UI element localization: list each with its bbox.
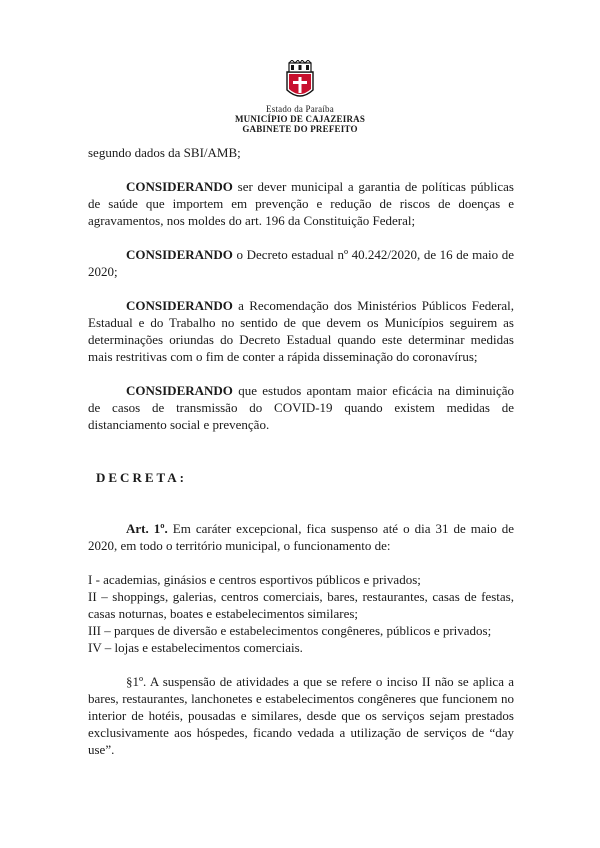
- considerando-label: CONSIDERANDO: [126, 179, 233, 194]
- considerando-paragraph-3: [88, 297, 514, 365]
- considerando-paragraph-1: [88, 178, 514, 229]
- considerando-paragraph-4: [88, 382, 514, 433]
- list-item: III – parques de diversão e estabelecimentos congêneres, públicos e privados;: [88, 623, 492, 638]
- list-item: I - academias, ginásios e centros esportivos públicos e privados;: [88, 572, 421, 587]
- article-label: Art. 1º.: [126, 521, 168, 536]
- document-body: [88, 144, 514, 758]
- considerando-text: ser dever municipal a garantia de políticas públicas de saúde que importem em prevenção e redução de riscos de doenças e agravamentos, nos moldes do art. 196 da Constituição Federal;: [88, 179, 514, 228]
- list-item: II – shoppings, galerias, centros comerciais, bares, restaurantes, casas de festas, casas noturnas, boates e estabelecimentos similares;: [88, 589, 514, 621]
- article-text: Em caráter excepcional, fica suspenso até o dia 31 de maio de 2020, em todo o território municipal, o funcionamento de:: [88, 521, 514, 553]
- considerando-text: que estudos apontam maior eficácia na diminuição de casos de transmissão do COVID-19 quando existem medidas de distanciamento social e prevenção.: [88, 383, 514, 432]
- considerando-label: CONSIDERANDO: [126, 383, 233, 398]
- letterhead: [0, 60, 600, 134]
- considerando-text: a Recomendação dos Ministérios Públicos Federal, Estadual e do Trabalho no sentido de que devem os Municípios seguirem as determinações oriundas do Decreto Estadual quando este determinar medidas mais restritivas com o fim de conter a rápida disseminação do coronavírus;: [88, 298, 514, 364]
- decreta-heading: DECRETA:: [96, 470, 187, 485]
- list-item: IV – lojas e estabelecimentos comerciais.: [88, 640, 303, 655]
- paragraph-1-clause: §1º. A suspensão de atividades a que se refere o inciso II não se aplica a bares, restaurantes, lanchonetes e estabelecimentos congêneres que funcionem no interior de hotéis, pousadas e similares, desde que os serviços sejam prestados exclusivamente aos hóspedes, ficando vedada a utilização de serviços de “day use”.: [88, 674, 514, 757]
- considerando-paragraph-2: [88, 246, 514, 280]
- article-items: [88, 571, 514, 656]
- header-state: Estado da Paraíba: [266, 104, 334, 114]
- considerando-label: CONSIDERANDO: [126, 247, 233, 262]
- header-municipality: MUNICÍPIO DE CAJAZEIRAS: [234, 114, 366, 124]
- paragraph-continuation: segundo dados da SBI/AMB;: [88, 145, 241, 160]
- considerando-text: o Decreto estadual nº 40.242/2020, de 16 de maio de 2020;: [88, 247, 514, 279]
- municipal-seal-icon: [283, 60, 317, 104]
- header-office: GABINETE DO PREFEITO: [242, 124, 358, 134]
- article-1: [88, 520, 514, 554]
- considerando-label: CONSIDERANDO: [126, 298, 233, 313]
